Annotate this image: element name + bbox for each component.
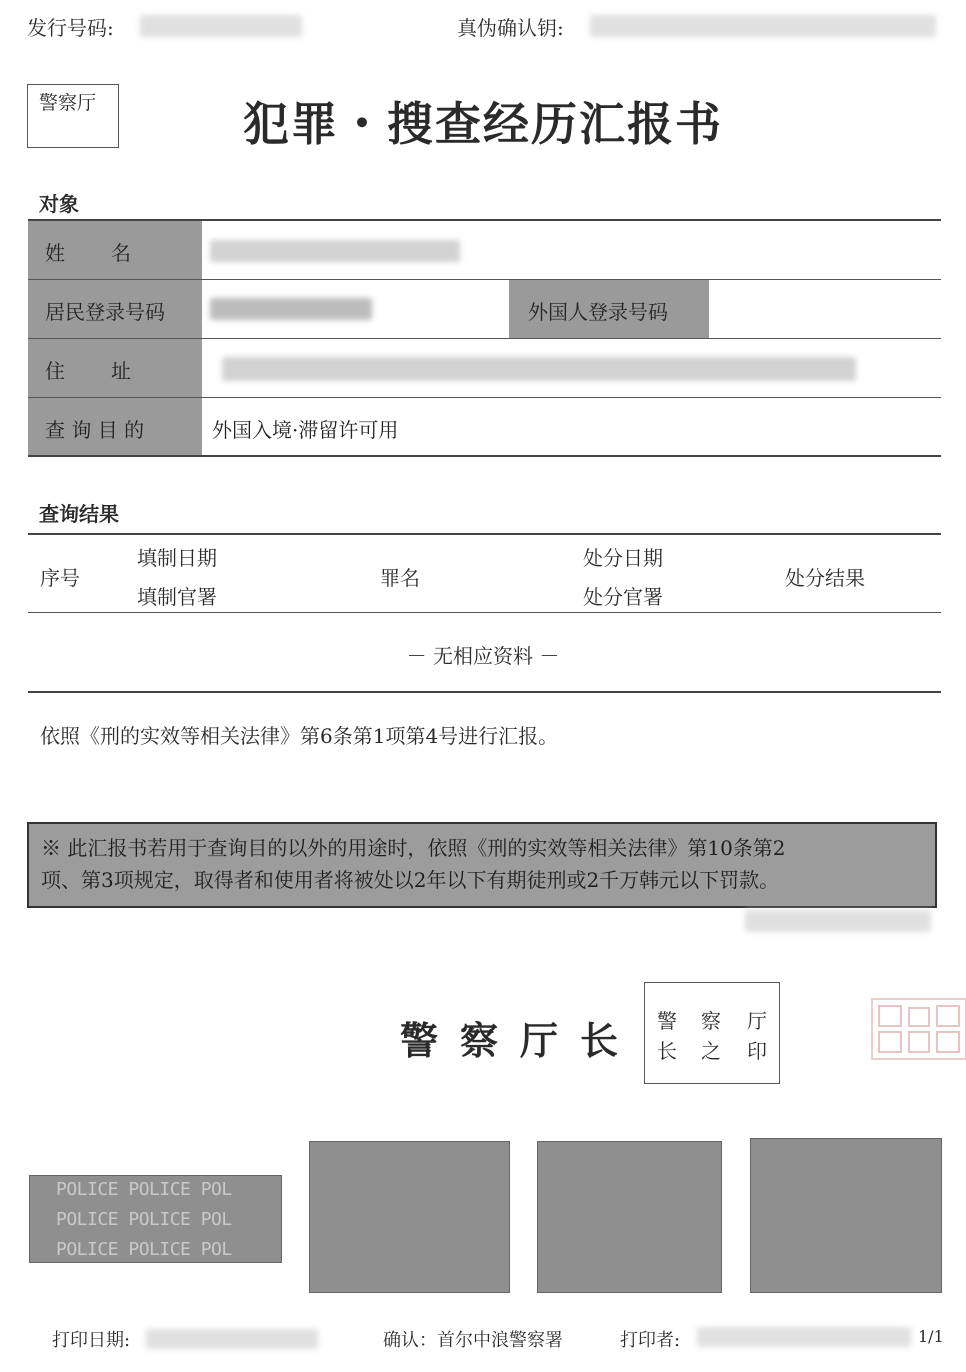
security-pattern-box — [29, 1175, 282, 1263]
verify-key-redacted — [590, 15, 936, 37]
official-stamp-icon — [871, 998, 966, 1060]
security-pattern-line: POLICE POLICE POL — [56, 1179, 232, 1200]
subject-bottom-rule — [28, 455, 941, 457]
seal-char: 印 — [747, 1039, 767, 1063]
security-pattern-line: POLICE POLICE POL — [56, 1239, 232, 1260]
agency-box: 警察厅 — [27, 84, 119, 148]
seal-char: 察 — [701, 1009, 721, 1033]
issue-number-label: 发行号码: — [27, 16, 114, 40]
seal-box — [644, 982, 780, 1084]
document-code-redacted — [745, 910, 931, 932]
row-divider — [28, 279, 941, 280]
col-fill-date: 填制日期 — [137, 546, 217, 570]
security-pattern-line: POLICE POLICE POL — [56, 1209, 232, 1230]
name-label: 姓 名 — [45, 241, 133, 265]
row-divider — [28, 397, 941, 398]
notice-line-1: ※ 此汇报书若用于查询目的以外的用途时，依照《刑的实效等相关法律》第10条第2 — [41, 836, 786, 860]
printer-redacted — [697, 1327, 911, 1347]
verify-key-label: 真伪确认钥: — [457, 16, 564, 40]
print-date-label: 打印日期: — [52, 1330, 131, 1351]
name-redacted — [210, 240, 460, 262]
security-block — [309, 1141, 510, 1293]
col-penalty-office: 处分官署 — [583, 585, 663, 609]
purpose-value: 外国入境·滞留许可用 — [212, 418, 399, 442]
confirm-text: 确认：首尔中浪警察署 — [383, 1330, 563, 1351]
results-bottom-rule — [28, 691, 941, 693]
seal-char: 之 — [701, 1039, 721, 1063]
results-header-rule — [28, 612, 941, 613]
col-seq: 序号 — [40, 566, 80, 590]
no-data-message: － 无相应资料 － — [406, 644, 560, 668]
chief-title: 警察厅长 — [400, 1018, 641, 1063]
security-block — [537, 1141, 722, 1293]
foreigner-number-label: 外国人登录号码 — [528, 300, 668, 324]
resident-number-label: 居民登录号码 — [45, 300, 165, 324]
subject-section-title: 对象 — [39, 192, 79, 216]
purpose-label: 查 询 目 的 — [45, 418, 145, 442]
issue-number-redacted — [140, 15, 302, 37]
warning-notice — [27, 822, 937, 908]
security-block — [750, 1138, 942, 1293]
seal-char: 厅 — [747, 1009, 767, 1033]
results-section-title: 查询结果 — [39, 502, 119, 526]
legal-basis-text: 依照《刑的实效等相关法律》第6条第1项第4号进行汇报。 — [40, 724, 559, 748]
results-top-rule — [28, 533, 941, 535]
page-title: 犯罪・搜查经历汇报书 — [243, 97, 723, 151]
resident-number-redacted — [210, 298, 372, 320]
page-number: 1/1 — [918, 1327, 944, 1346]
seal-char: 长 — [657, 1039, 677, 1063]
address-label: 住 址 — [45, 359, 133, 383]
printer-label: 打印者: — [620, 1330, 681, 1351]
notice-line-2: 项、第3项规定，取得者和使用者将被处以2年以下有期徒刑或2千万韩元以下罚款。 — [41, 868, 780, 892]
col-penalty-date: 处分日期 — [583, 546, 663, 570]
col-fill-office: 填制官署 — [137, 585, 217, 609]
seal-char: 警 — [657, 1009, 677, 1033]
col-crime: 罪名 — [380, 566, 420, 590]
col-penalty-result: 处分结果 — [785, 566, 865, 590]
row-divider — [28, 338, 941, 339]
print-date-redacted — [146, 1329, 318, 1349]
address-redacted — [222, 357, 856, 381]
